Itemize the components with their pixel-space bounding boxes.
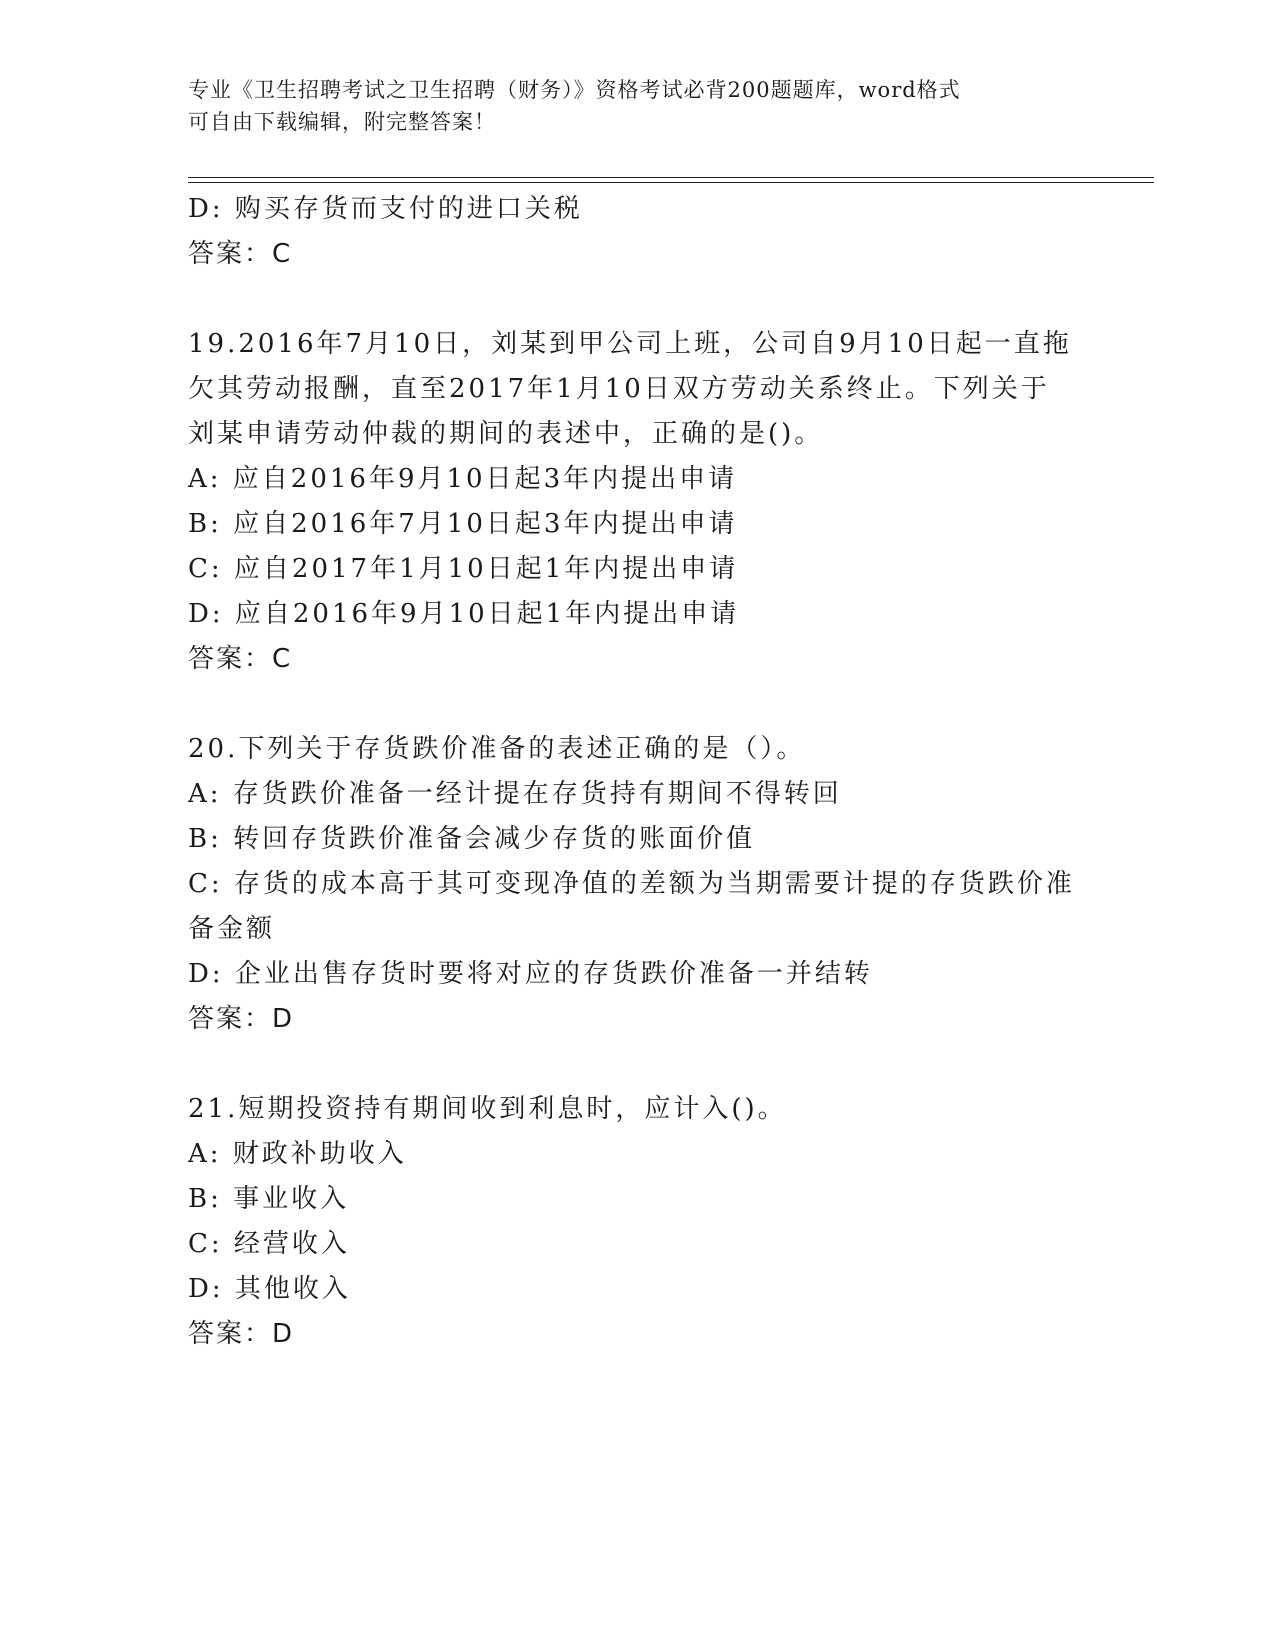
question-stem: 19.2016年7月10日，刘某到甲公司上班，公司自9月10日起一直拖 [188, 329, 1072, 359]
answer: 答案：D [188, 1004, 295, 1034]
question-stem: 欠其劳动报酬，直至2017年1月10日双方劳动关系终止。下列关于 [188, 374, 1050, 404]
header-divider-bottom [188, 182, 1154, 183]
option-b: B: 应自2016年7月10日起3年内提出申请 [188, 509, 738, 539]
answer: 答案：C [188, 239, 293, 269]
option-c: C: 经营收入 [188, 1229, 350, 1259]
option-c-continued: 备金额 [188, 914, 276, 944]
option-a: A: 应自2016年9月10日起3年内提出申请 [188, 464, 738, 494]
option-b: B: 事业收入 [188, 1184, 350, 1214]
document-header [188, 74, 1068, 138]
question-stem: 21.短期投资持有期间收到利息时，应计入()。 [188, 1094, 787, 1124]
header-divider-top [188, 177, 1154, 178]
question-stem: 刘某申请劳动仲裁的期间的表述中，正确的是()。 [188, 419, 824, 449]
previous-question-tail [188, 187, 1088, 277]
answer: 答案：D [188, 1319, 295, 1349]
spacer [188, 1042, 1088, 1087]
header-line-1: 专业《卫生招聘考试之卫生招聘（财务）》资格考试必背200题题库，word格式 [188, 78, 961, 102]
question-content [188, 187, 1088, 1357]
spacer [188, 277, 1088, 322]
option-d: D: 应自2016年9月10日起1年内提出申请 [188, 599, 740, 629]
question-19 [188, 322, 1088, 682]
option-c: C: 存货的成本高于其可变现净值的差额为当期需要计提的存货跌价准 [188, 869, 1075, 899]
question-20 [188, 727, 1088, 1042]
option-a: A: 财政补助收入 [188, 1139, 407, 1169]
option-d: D: 企业出售存货时要将对应的存货跌价准备一并结转 [188, 959, 873, 989]
option-d: D: 其他收入 [188, 1274, 351, 1304]
spacer [188, 682, 1088, 727]
option-c: C: 应自2017年1月10日起1年内提出申请 [188, 554, 739, 584]
question-21 [188, 1087, 1088, 1357]
question-stem: 20.下列关于存货跌价准备的表述正确的是（）。 [188, 734, 806, 764]
answer: 答案：C [188, 644, 293, 674]
option-d: D: 购买存货而支付的进口关税 [188, 194, 583, 224]
header-line-2: 可自由下载编辑，附完整答案！ [188, 110, 496, 134]
option-a: A: 存货跌价准备一经计提在存货持有期间不得转回 [188, 779, 842, 809]
option-b: B: 转回存货跌价准备会减少存货的账面价值 [188, 824, 756, 854]
